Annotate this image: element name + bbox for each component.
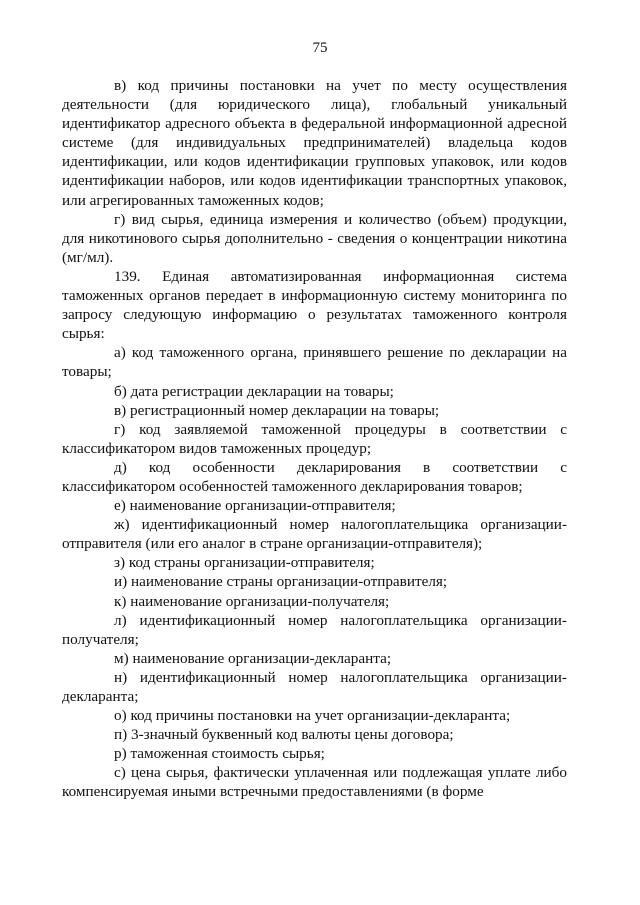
item-m-declarant-name: м) наименование организации-декларанта; [114, 649, 392, 667]
item-b-declaration-date: б) дата регистрации декларации на товары; [114, 382, 394, 400]
item-z-sender-country-code: з) код страны организации-отправителя; [114, 554, 375, 572]
item-v-applicant-identifiers: в) код причины постановки на учет по месту осуществления деятельности (для юридического лица), глобальный уникальный идентификатор адресного объекта в федеральной информационной адресной системе (для индивидуальных предпринимателей) владельца кодов идентификации, или кодов идентификации групповых упаковок, или кодов идентификации наборов, или кодов идентификации транспортных упаковок, или агрегированных таможенных кодов; [62, 77, 567, 209]
item-k-recipient-name: к) наименование организации-получателя; [114, 592, 390, 610]
item-i-sender-country-name: и) наименование страны организации-отправителя; [114, 573, 448, 591]
item-p-currency-code: п) 3-значный буквенный код валюты цены договора; [114, 726, 454, 744]
item-e-sender-name: е) наименование организации-отправителя; [114, 497, 396, 515]
clause-139: 139. Единая автоматизированная информационная система таможенных органов передает в информационную систему мониторинга по запросу следующую информацию о результатах таможенного контроля сырья: [62, 267, 567, 343]
item-l-recipient-inn: л) идентификационный номер налогоплательщика организации-получателя; [62, 611, 567, 648]
item-d-declaration-feature-code: д) код особенности декларирования в соответствии с классификатором особенностей таможенного декларирования товаров; [62, 458, 567, 495]
item-o-declarant-kpp: о) код причины постановки на учет организации-декларанта; [114, 707, 511, 725]
page-number: 75 [312, 40, 328, 56]
item-g-raw-material-type: г) вид сырья, единица измерения и количество (объем) продукции, для никотинового сырья дополнительно - сведения о концентрации никотина (мг/мл). [62, 210, 567, 266]
item-g-customs-procedure-code: г) код заявляемой таможенной процедуры в соответствии с классификатором видов таможенных процедур; [62, 420, 567, 457]
item-n-declarant-inn: н) идентификационный номер налогоплательщика организации-декларанта; [62, 668, 567, 705]
item-r-customs-value: р) таможенная стоимость сырья; [114, 745, 325, 763]
document-body [62, 76, 567, 802]
item-a-customs-authority-code: а) код таможенного органа, принявшего решение по декларации на товары; [62, 344, 567, 381]
item-zh-sender-inn: ж) идентификационный номер налогоплательщика организации-отправителя (или его аналог в стране организации-отправителя); [62, 516, 567, 553]
item-v-declaration-number: в) регистрационный номер декларации на товары; [114, 401, 440, 419]
item-s-raw-material-price: с) цена сырья, фактически уплаченная или подлежащая уплате либо компенсируемая иными встречными предоставлениями (в форме [62, 764, 567, 801]
